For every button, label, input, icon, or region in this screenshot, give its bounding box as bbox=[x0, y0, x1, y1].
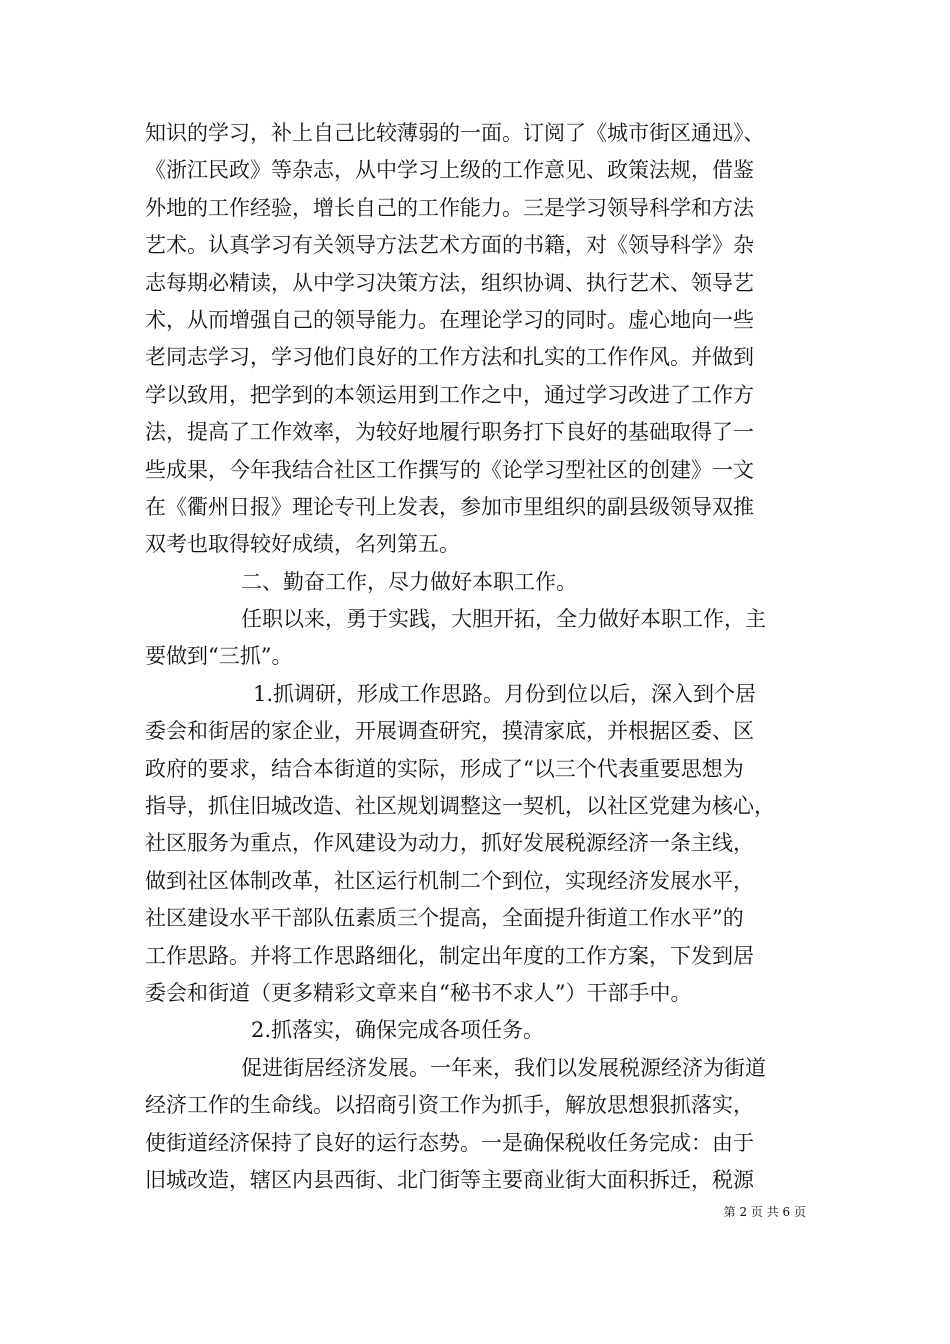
text-line: 委会和街道（更多精彩文章来自“秘书不求人”）干部手中。 bbox=[145, 980, 692, 1005]
page-number-footer: 第 2 页 共 6 页 bbox=[723, 1205, 806, 1219]
text-line: 经济工作的生命线。以招商引资工作为抓手，解放思想狠抓落实， bbox=[145, 1093, 754, 1118]
text-line: 艺术。认真学习有关领导方法艺术方面的书籍，对《领导科学》杂 bbox=[145, 233, 754, 258]
text-line: 使街道经济保持了良好的运行态势。一是确保税收任务完成：由于 bbox=[145, 1130, 754, 1155]
text-line: 2.抓落实，确保完成各项任务。 bbox=[251, 1018, 545, 1043]
text-line: 工作思路。并将工作思路细化，制定出年度的工作方案，下发到居 bbox=[145, 943, 754, 968]
text-line: 指导，抓住旧城改造、社区规划调整这一契机，以社区党建为核心， bbox=[145, 794, 775, 819]
text-line: 学以致用，把学到的本领运用到工作之中，通过学习改进了工作方 bbox=[145, 382, 754, 407]
text-line: 在《衢州日报》理论专刊上发表，参加市里组织的副县级领导双推 bbox=[145, 494, 754, 519]
text-line: 社区建设水平干部队伍素质三个提高，全面提升街道工作水平”的 bbox=[145, 906, 744, 931]
text-line: 志每期必精读，从中学习决策方法，组织协调、执行艺术、领导艺 bbox=[145, 270, 754, 295]
text-line: 些成果，今年我结合社区工作撰写的《论学习型社区的创建》一文 bbox=[145, 457, 754, 482]
text-line: 《浙江民政》等杂志，从中学习上级的工作意见、政策法规，借鉴 bbox=[145, 158, 754, 183]
text-line: 政府的要求，结合本街道的实际，形成了“以三个代表重要思想为 bbox=[145, 756, 744, 781]
document-body bbox=[145, 115, 807, 1199]
text-line: 1.抓调研，形成工作思路。月份到位以后，深入到个居 bbox=[253, 681, 757, 706]
text-line: 促进街居经济发展。一年来，我们以发展税源经济为街道 bbox=[241, 1055, 766, 1080]
text-line: 外地的工作经验，增长自己的工作能力。三是学习领导科学和方法 bbox=[145, 195, 754, 220]
section-heading: 二、勤奋工作，尽力做好本职工作。 bbox=[241, 569, 577, 594]
text-line: 社区服务为重点，作风建设为动力，抓好发展税源经济一条主线， bbox=[145, 831, 754, 856]
text-line: 知识的学习，补上自己比较薄弱的一面。订阅了《城市街区通迅》、 bbox=[145, 121, 765, 145]
text-line: 要做到“三抓”。 bbox=[145, 644, 293, 669]
text-line: 旧城改造，辖区内县西街、北门街等主要商业街大面积拆迁，税源 bbox=[145, 1167, 754, 1192]
text-line: 老同志学习，学习他们良好的工作方法和扎实的工作作风。并做到 bbox=[145, 345, 754, 370]
text-line: 术，从而增强自己的领导能力。在理论学习的同时。虚心地向一些 bbox=[145, 307, 754, 332]
text-line: 任职以来，勇于实践，大胆开拓，全力做好本职工作，主 bbox=[241, 607, 766, 632]
text-line: 双考也取得较好成绩，名列第五。 bbox=[145, 532, 460, 557]
text-line: 做到社区体制改革，社区运行机制二个到位，实现经济发展水平， bbox=[145, 868, 754, 893]
text-line: 委会和街居的家企业，开展调查研究，摸清家底，并根据区委、区 bbox=[145, 719, 754, 744]
text-line: 法，提高了工作效率，为较好地履行职务打下良好的基础取得了一 bbox=[145, 420, 754, 445]
